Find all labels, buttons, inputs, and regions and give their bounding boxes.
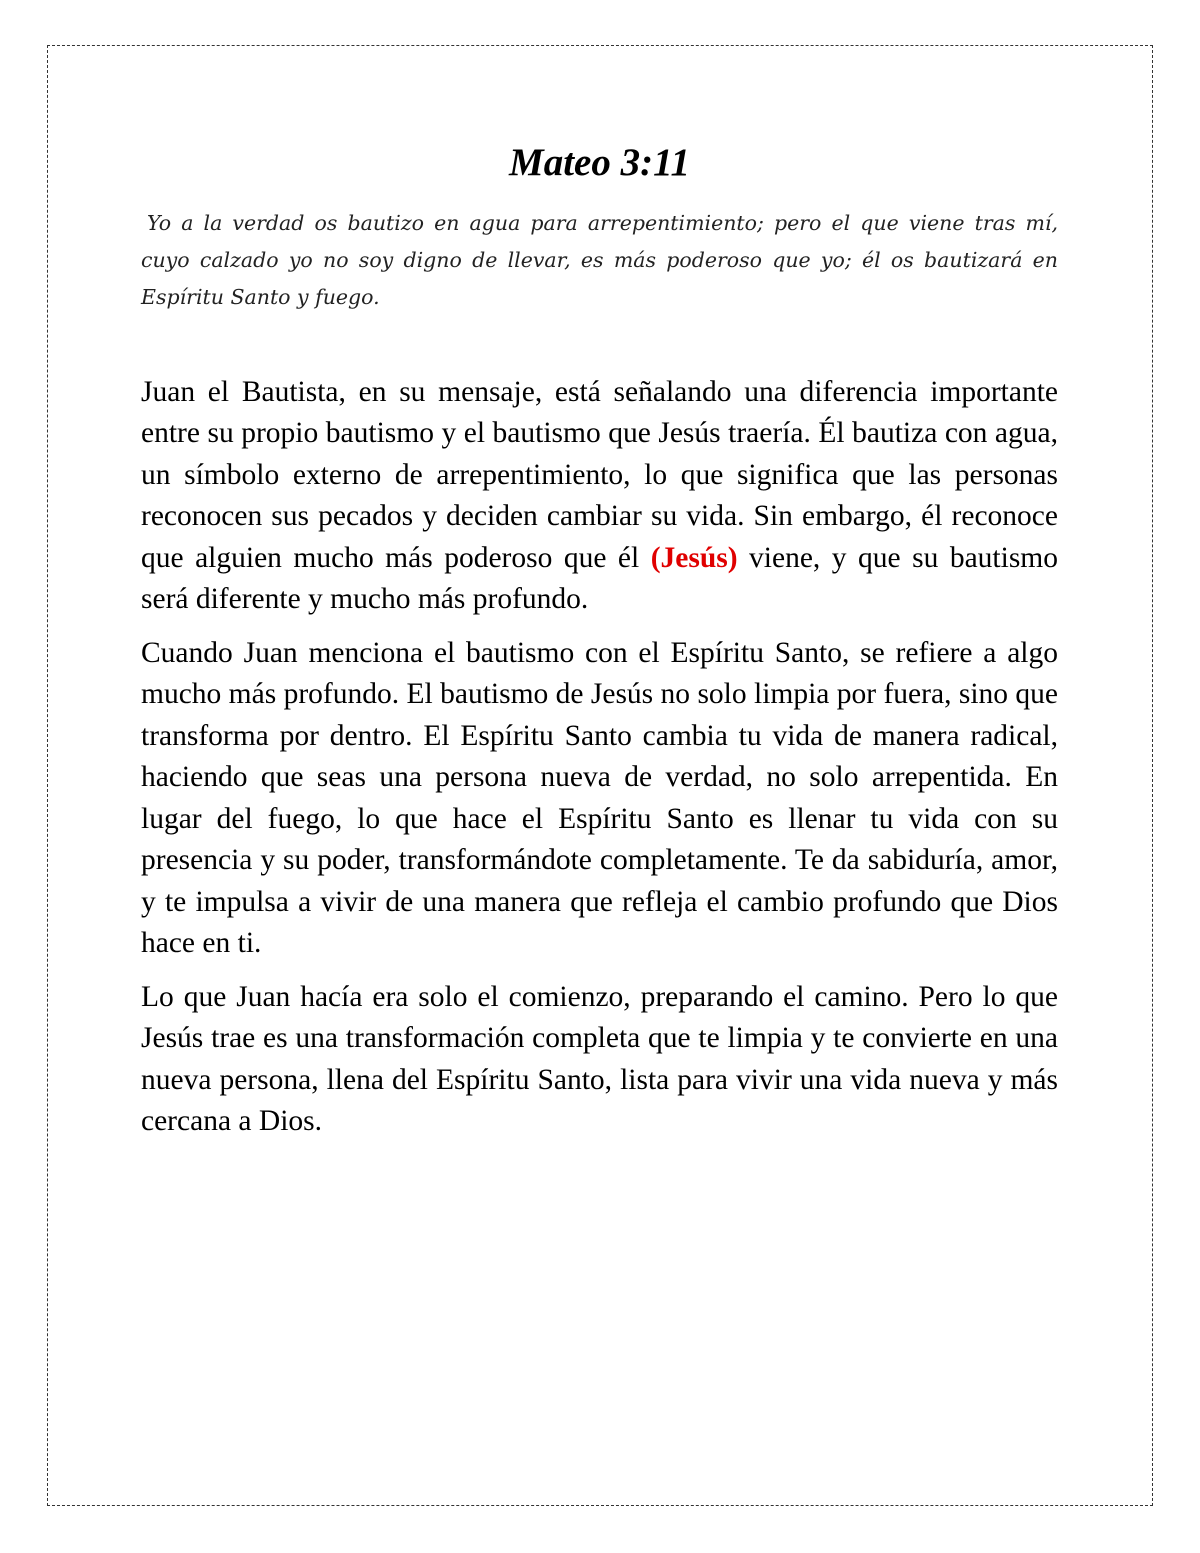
paragraph-2: Cuando Juan menciona el bautismo con el Espíritu Santo, se refiere a algo mucho más profundo. El bautismo de Jesús no solo limpia por fuera, sino que transforma por dentro. El Espíritu Santo cambia tu vida de manera radical, haciendo que seas una persona nueva de verdad, no solo arrepentida. En lugar del fuego, lo que hace el Espíritu Santo es llenar tu vida con su presencia y su poder, transformándote completamente. Te da sabiduría, amor, y te impulsa a vivir de una manera que refleja el cambio profundo que Dios hace en ti. — [141, 636, 1058, 960]
highlighted-name: (Jesús) — [650, 541, 738, 574]
paragraph-1 — [141, 372, 1058, 621]
paragraph-1-text-after: viene, y que su bautismo será diferente y mucho más profundo. — [141, 541, 1059, 616]
paragraph-3: Lo que Juan hacía era solo el comienzo, preparando el camino. Pero lo que Jesús trae es una transformación completa que te limpia y te convierte en una nueva persona, llena del Espíritu Santo, lista para vivir una vida nueva y más cercana a Dios. — [141, 980, 1058, 1138]
document-body — [141, 140, 1058, 1155]
page-title: Mateo 3:11 — [509, 141, 690, 184]
bible-verse: Yo a la verdad os bautizo en agua para arrepentimiento; pero el que viene tras mí, cuyo calzado yo no soy digno de llevar, es más poderoso que yo; él os bautizará en Espíritu Santo y fuego. — [141, 210, 1058, 309]
paragraph-1-text-before: Juan el Bautista, en su mensaje, está señalando una diferencia importante entre su propio bautismo y el bautismo que Jesús traería. Él bautiza con agua, un símbolo externo de arrepentimiento, lo que significa que las personas reconocen sus pecados y deciden cambiar su vida. Sin embargo, él reconoce que alguien mucho más poderoso que él — [141, 375, 1058, 574]
